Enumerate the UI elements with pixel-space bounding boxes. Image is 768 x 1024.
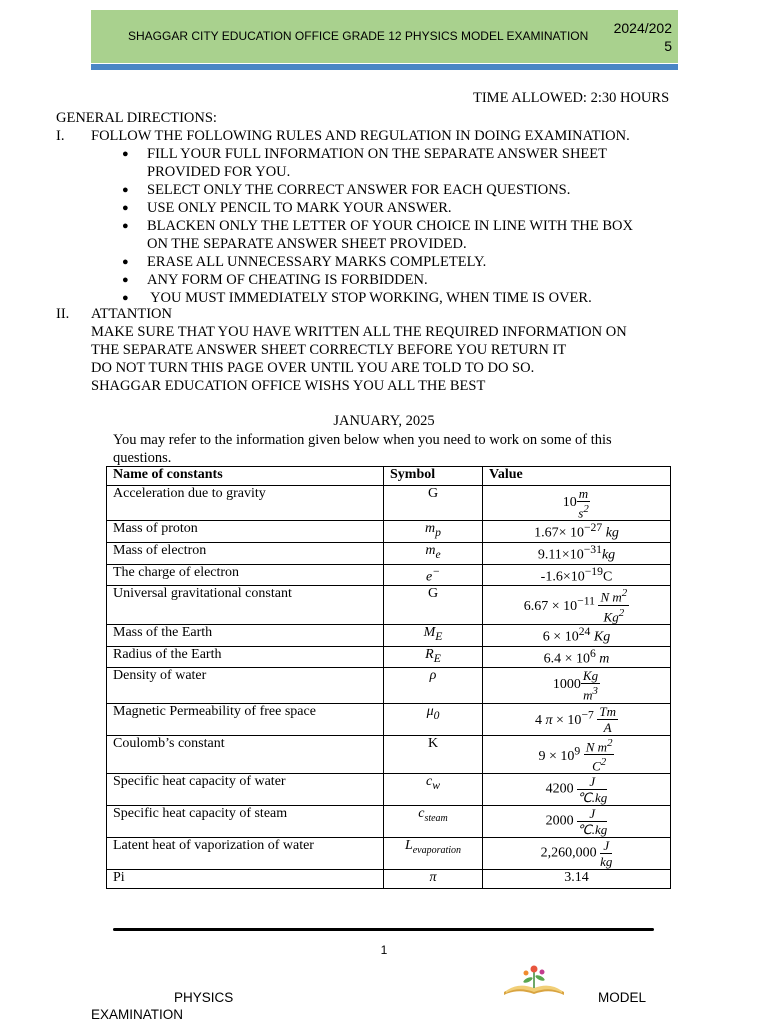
footer-left-word: PHYSICS — [174, 990, 234, 1005]
intro-text: You may refer to the information given below when you need to work on some of this — [113, 432, 612, 448]
constant-symbol: K — [384, 735, 483, 774]
constant-value: $9.11\times 10^{-31}kg$ — [483, 542, 671, 564]
constant-symbol: $c_{steam}$ — [384, 806, 483, 838]
constants-table — [106, 466, 671, 889]
constant-value: 2000 $\frac{J}{℃.kg}$ — [483, 806, 671, 838]
bullet-icon: ● — [122, 220, 129, 232]
attention-line: SHAGGAR EDUCATION OFFICE WISHS YOU ALL THE BEST — [91, 378, 486, 394]
constant-symbol: G — [384, 486, 483, 521]
time-allowed: TIME ALLOWED: 2:30 HOURS — [473, 90, 670, 106]
section1-text: FOLLOW THE FOLLOWING RULES AND REGULATION IN DOING EXAMINATION. — [91, 128, 630, 144]
rule-item: FILL YOUR FULL INFORMATION ON THE SEPARATE ANSWER SHEET — [147, 146, 607, 162]
constant-value: $9 \times 10^9$ $\frac{N m^2}{C^2}$ — [483, 735, 671, 774]
constant-symbol: $c_w$ — [384, 774, 483, 806]
constant-value: 1000 $\frac{Kg}{m^3}$ — [483, 668, 671, 703]
constant-name: Mass of proton — [107, 521, 384, 543]
section1-numeral: I. — [56, 128, 65, 144]
rule-item-continued: ON THE SEPARATE ANSWER SHEET PROVIDED. — [147, 236, 467, 252]
constant-name: Coulomb’s constant — [107, 735, 384, 774]
table-row — [107, 703, 671, 735]
exam-date: JANUARY, 2025 — [333, 413, 435, 429]
constant-name: Mass of electron — [107, 542, 384, 564]
directions-heading: GENERAL DIRECTIONS: — [56, 110, 217, 126]
rule-item: ANY FORM OF CHEATING IS FORBIDDEN. — [147, 272, 428, 288]
header-title: SHAGGAR CITY EDUCATION OFFICE GRADE 12 PHYSICS MODEL EXAMINATION — [128, 29, 589, 43]
table-row — [107, 564, 671, 586]
constant-symbol: π — [384, 870, 483, 889]
constant-symbol: $m_p$ — [384, 521, 483, 543]
constant-value: $6.67 \times 10^{-11}$ $\frac{N m^2}{Kg^2}$ — [483, 586, 671, 625]
header-year-line2: 5 — [664, 38, 672, 54]
table-row — [107, 838, 671, 870]
table-row — [107, 668, 671, 703]
constant-symbol: e− — [384, 564, 483, 586]
constant-value: 2,260,000 $\frac{J}{kg}$ — [483, 838, 671, 870]
constant-value: 3.14 — [483, 870, 671, 889]
table-header-row — [107, 467, 671, 486]
attention-line: THE SEPARATE ANSWER SHEET CORRECTLY BEFORE YOU RETURN IT — [91, 342, 567, 358]
bullet-icon: ● — [122, 274, 129, 286]
bullet-icon: ● — [122, 148, 129, 160]
constant-name: Universal gravitational constant — [107, 586, 384, 625]
table-row — [107, 774, 671, 806]
attention-line: DO NOT TURN THIS PAGE OVER UNTIL YOU ARE TOLD TO DO SO. — [91, 360, 535, 376]
constant-symbol: $L_{evaporation}$ — [384, 838, 483, 870]
header-year-line1: 2024/202 — [613, 20, 672, 36]
table-row — [107, 870, 671, 889]
constant-symbol: $R_E$ — [384, 646, 483, 668]
rule-item: YOU MUST IMMEDIATELY STOP WORKING, WHEN TIME IS OVER. — [147, 290, 592, 306]
table-row — [107, 586, 671, 625]
table-row — [107, 542, 671, 564]
constant-name: Density of water — [107, 668, 384, 703]
footer-right-word: MODEL — [598, 990, 647, 1005]
col-header-symbol: Symbol — [384, 467, 483, 486]
constant-value: 4200 $\frac{J}{℃.kg}$ — [483, 774, 671, 806]
footer-divider — [113, 928, 654, 931]
bullet-icon: ● — [122, 256, 129, 268]
rule-item-continued: PROVIDED FOR YOU. — [147, 164, 291, 180]
col-header-name: Name of constants — [107, 467, 384, 486]
constant-name: Mass of the Earth — [107, 624, 384, 646]
table-row — [107, 486, 671, 521]
section2-heading: ATTANTION — [91, 306, 172, 322]
constant-value: $6.4 \times 10^6$ m — [483, 646, 671, 668]
constant-name: Acceleration due to gravity — [107, 486, 384, 521]
constant-name: Pi — [107, 870, 384, 889]
attention-line: MAKE SURE THAT YOU HAVE WRITTEN ALL THE REQUIRED INFORMATION ON — [91, 324, 627, 340]
constant-symbol: G — [384, 586, 483, 625]
header-year — [608, 19, 672, 55]
rule-item: ERASE ALL UNNECESSARY MARKS COMPLETELY. — [147, 254, 487, 270]
page-number: 1 — [380, 943, 388, 957]
table-row — [107, 646, 671, 668]
bullet-icon: ● — [122, 184, 129, 196]
constant-name: Specific heat capacity of water — [107, 774, 384, 806]
constant-value: $1.67\times 10^{-27}$ kg — [483, 521, 671, 543]
rule-item: BLACKEN ONLY THE LETTER OF YOUR CHOICE IN LINE WITH THE BOX — [147, 218, 633, 234]
constant-symbol: ρ — [384, 668, 483, 703]
constant-name: Latent heat of vaporization of water — [107, 838, 384, 870]
constant-symbol: $\mu_0$ — [384, 703, 483, 735]
constant-symbol: $m_e$ — [384, 542, 483, 564]
bullet-icon: ● — [122, 292, 129, 304]
table-row — [107, 521, 671, 543]
rule-item: USE ONLY PENCIL TO MARK YOUR ANSWER. — [147, 200, 452, 216]
footer-second-line: EXAMINATION — [91, 1007, 184, 1022]
constant-name: Radius of the Earth — [107, 646, 384, 668]
rule-item: SELECT ONLY THE CORRECT ANSWER FOR EACH QUESTIONS. — [147, 182, 571, 198]
constant-name: Specific heat capacity of steam — [107, 806, 384, 838]
section2-numeral: II. — [56, 306, 70, 322]
constant-value: $6 \times 10^{24}$ Kg — [483, 624, 671, 646]
bullet-icon: ● — [122, 202, 129, 214]
constant-value: 10 $\frac{m}{s^2}$ — [483, 486, 671, 521]
constant-name: The charge of electron — [107, 564, 384, 586]
constant-name: Magnetic Permeability of free space — [107, 703, 384, 735]
constant-value: 4 $\pi \times 10^{-7}$ $\frac{Tm}{A}$ — [483, 703, 671, 735]
col-header-value: Value — [483, 467, 671, 486]
open-book-with-flower-logo-icon — [500, 962, 568, 998]
constant-value: $-1.6\times 10^{-19}C$ — [483, 564, 671, 586]
table-row — [107, 624, 671, 646]
header-rule — [91, 64, 678, 70]
intro-text-continued: questions. — [113, 450, 172, 466]
constant-symbol: $M_E$ — [384, 624, 483, 646]
table-row — [107, 806, 671, 838]
table-row — [107, 735, 671, 774]
